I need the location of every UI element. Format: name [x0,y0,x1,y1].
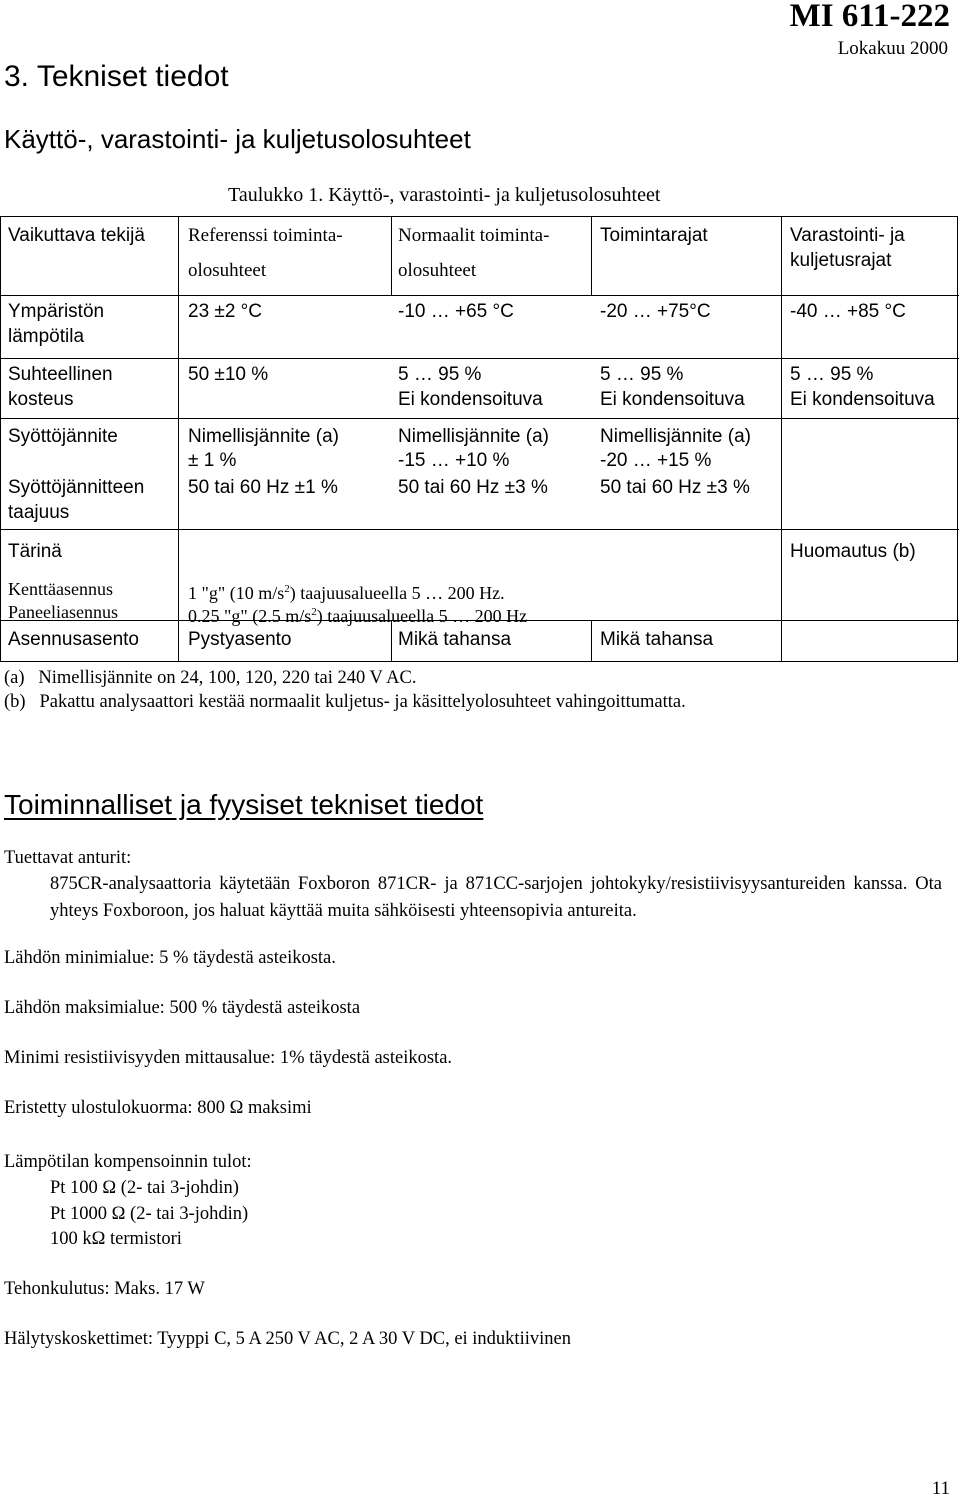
table-rule [591,217,592,295]
position-operating: Mikä tahansa [600,629,714,650]
humidity-normal: 5 … 95 % [398,364,482,385]
table-rule [1,295,959,296]
position-normal: Mikä tahansa [398,629,512,650]
superscript: 2 [311,606,317,618]
document-date: Lokakuu 2000 [837,38,948,59]
vibration-field-label: Kenttäasennus [8,579,113,599]
footnote-b: (b) Pakattu analysaattori kestää normaalit kuljetus- ja käsittelyolosuhteet vahingoittumatta. [4,692,686,712]
vibration-panel-value-text: 0.25 "g" (2.5 m/s [188,606,312,626]
document-id: MI 611-222 [789,0,950,34]
header-storage: Varastointi- ja [790,225,905,246]
voltage-normal-2: -15 … +10 % [398,450,510,471]
page-number: 11 [931,1478,950,1499]
table-rule [1,358,959,359]
header-normal-2: olosuhteet [398,260,477,281]
header-factor: Vaikuttava tekijä [8,225,145,246]
sensors-label: Tuettavat anturit: [4,848,132,868]
sensors-text: 875CR-analysaattoria käytetään Foxboron 871CR- ja 871CC-sarjojen johtokyky/resistiivisyysantureiden kanssa. Ota yhteys Foxboroon, jos haluat käyttää muita sähköisesti yhteensopivia antureita. [50,874,942,921]
row-label-position: Asennusasento [8,629,139,650]
humidity-storage: 5 … 95 % [790,364,874,385]
humidity-normal-2: Ei kondensoituva [398,389,543,410]
temp-comp-item: Pt 1000 Ω (2- tai 3-johdin) [50,1204,249,1224]
temp-comp-item: Pt 100 Ω (2- tai 3-johdin) [50,1178,239,1198]
table-rule [178,217,179,661]
header-operating: Toimintarajat [600,225,708,246]
power-consumption: Tehonkulutus: Maks. 17 W [4,1279,205,1299]
voltage-operating: Nimellisjännite (a) [600,426,751,447]
header-storage-2: kuljetusrajat [790,250,892,271]
table-rule [391,217,392,295]
row-label-humidity-2: kosteus [8,389,74,410]
footnote-a: (a) Nimellisjännite on 24, 100, 120, 220 tai 240 V AC. [4,668,417,688]
subsection-title: Käyttö-, varastointi- ja kuljetusolosuhteet [4,124,471,154]
table-rule [591,620,592,661]
header-normal: Normaalit toiminta- [398,225,550,246]
max-span: Lähdön maksimialue: 500 % täydestä asteikosta [4,998,361,1018]
superscript: 2 [284,583,290,595]
section-title: 3. Tekniset tiedot [4,60,229,93]
table-rule [1,418,959,419]
voltage-reference: Nimellisjännite (a) [188,426,339,447]
voltage-normal: Nimellisjännite (a) [398,426,549,447]
resistivity-range: Minimi resistiivisyyden mittausalue: 1% täydestä asteikosta. [4,1048,453,1068]
vibration-panel-value [188,600,527,629]
table-caption: Taulukko 1. Käyttö-, varastointi- ja kuljetusolosuhteet [228,184,661,206]
vibration-storage: Huomautus (b) [790,541,916,562]
table-rule [1,529,959,530]
vibration-field-value-text: 1 "g" (10 m/s [188,583,285,603]
vibration-panel-value-text-2: ) taajuusalueella 5 … 200 Hz [316,606,528,626]
row-label-voltage: Syöttöjännite [8,426,118,447]
temp-comp-label: Lämpötilan kompensoinnin tulot: [4,1152,252,1172]
temp-normal: -10 … +65 °C [398,301,514,322]
humidity-operating-2: Ei kondensoituva [600,389,745,410]
row-label-humidity: Suhteellinen [8,364,113,385]
temp-comp-item: 100 kΩ termistori [50,1229,182,1249]
frequency-operating: 50 tai 60 Hz ±3 % [600,477,750,498]
frequency-normal: 50 tai 60 Hz ±3 % [398,477,548,498]
temp-operating: -20 … +75°C [600,301,711,322]
table-rule [781,217,782,661]
min-span: Lähdön minimialue: 5 % täydestä asteikosta. [4,948,336,968]
row-label-temperature-2: lämpötila [8,326,85,347]
header-reference-2: olosuhteet [188,260,267,281]
humidity-operating: 5 … 95 % [600,364,684,385]
vibration-field-value-text-2: ) taajuusalueella 5 … 200 Hz. [289,583,505,603]
voltage-reference-2: ± 1 % [188,450,237,471]
humidity-reference: 50 ±10 % [188,364,269,385]
specs-title: Toiminnalliset ja fyysiset tekniset tiedot [4,789,484,820]
alarm-contacts: Hälytyskoskettimet: Tyyppi C, 5 A 250 V AC, 2 A 30 V DC, ei induktiivinen [4,1329,571,1349]
position-reference: Pystyasento [188,629,292,650]
row-label-frequency-2: taajuus [8,502,70,523]
humidity-storage-2: Ei kondensoituva [790,389,935,410]
temp-storage: -40 … +85 °C [790,301,906,322]
vibration-panel-label: Paneeliasennus [8,602,118,622]
frequency-reference: 50 tai 60 Hz ±1 % [188,477,338,498]
voltage-operating-2: -20 … +15 % [600,450,712,471]
header-reference: Referenssi toiminta- [188,225,343,246]
row-label-frequency: Syöttöjännitteen [8,477,145,498]
temp-reference: 23 ±2 °C [188,301,263,322]
row-label-temperature: Ympäristön [8,301,105,322]
isolated-load: Eristetty ulostulokuorma: 800 Ω maksimi [4,1098,312,1118]
row-label-vibration: Tärinä [8,541,62,562]
